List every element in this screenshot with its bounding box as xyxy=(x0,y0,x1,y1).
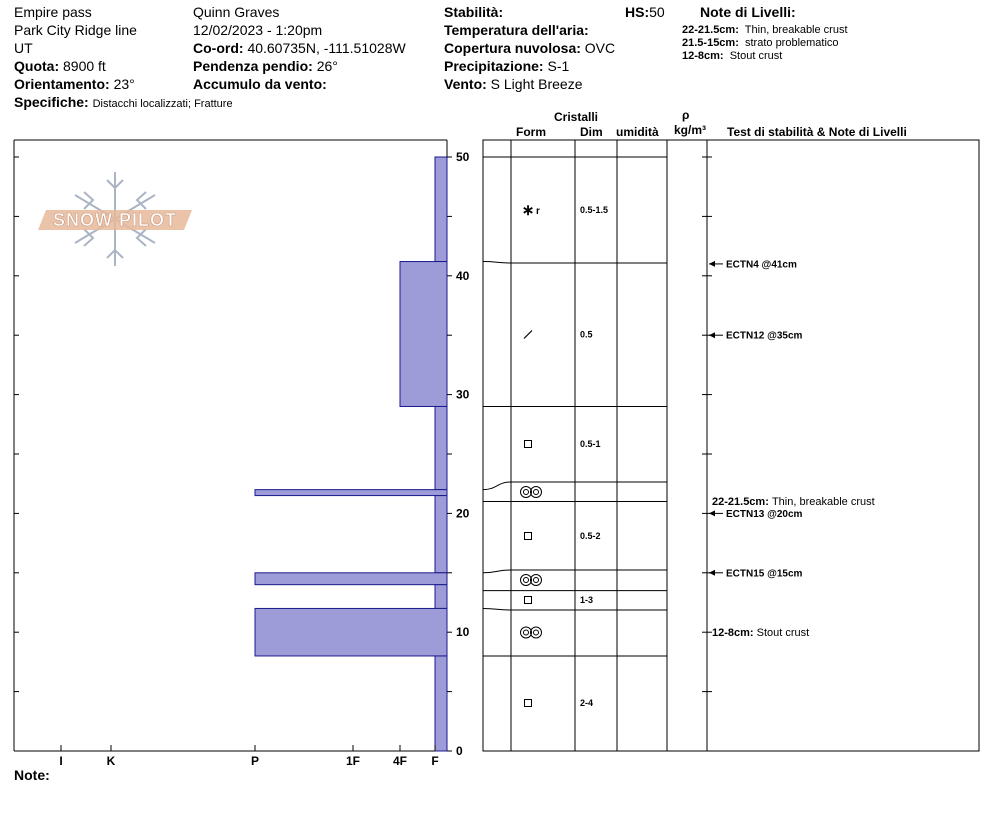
datetime: 12/02/2023 - 1:20pm xyxy=(193,22,323,38)
vento-label: Vento: xyxy=(444,76,487,92)
state-name: UT xyxy=(14,40,33,56)
hs-label: HS: xyxy=(625,4,650,20)
test-arrow-head xyxy=(709,570,715,576)
stability-test-label: ECTN15 @15cm xyxy=(726,568,803,580)
melt-freeze-icon xyxy=(531,487,542,498)
pendenza-value: 26° xyxy=(316,58,338,74)
accumulo-label: Accumulo da vento: xyxy=(193,76,327,92)
precip-label: Precipitazione: xyxy=(444,58,544,74)
hardness-bars xyxy=(255,157,447,751)
grain-size-label: 1-3 xyxy=(580,595,594,605)
melt-freeze-icon-inner xyxy=(524,490,529,495)
faceted-grain-icon xyxy=(525,597,532,604)
note-livelli-range: 22-21.5cm: xyxy=(682,24,739,36)
hardness-bar xyxy=(435,656,447,751)
y-tick-label: 30 xyxy=(456,387,470,402)
temp-label: Temperatura dell'aria: xyxy=(444,22,589,38)
melt-freeze-icon xyxy=(531,575,542,586)
observer-name: Quinn Graves xyxy=(193,4,280,20)
precip-value: S-1 xyxy=(547,58,570,74)
logo-text: SNOW PILOT xyxy=(53,210,177,230)
y-tick-label: 40 xyxy=(456,268,470,283)
coord-value: 40.60735N, -111.51028W xyxy=(247,40,406,56)
melt-freeze-icon-inner xyxy=(534,630,539,635)
rimed-marker: r xyxy=(536,206,540,217)
nuvol-value: OVC xyxy=(584,40,616,56)
melt-freeze-icon-inner xyxy=(524,578,529,583)
melt-freeze-icon xyxy=(521,575,532,586)
test-arrow-head xyxy=(709,261,715,267)
layer-boundary-connector xyxy=(483,262,511,263)
layer-content xyxy=(483,157,875,708)
orient-value: 23° xyxy=(113,76,135,92)
layer-note-range: 12-8cm: xyxy=(712,627,757,640)
melt-freeze-icon xyxy=(531,627,542,638)
stability-test-label: ECTN4 @41cm xyxy=(726,259,797,271)
col-dim: Dim xyxy=(580,125,603,139)
hardness-axis xyxy=(14,150,470,768)
layer-boundary-connector xyxy=(483,608,511,610)
y-tick-label: 10 xyxy=(456,625,470,640)
orient-label: Orientamento: xyxy=(14,76,110,92)
hardness-bar xyxy=(400,262,447,407)
col-density-unit: kg/m³ xyxy=(674,123,707,137)
table-border xyxy=(483,140,979,751)
note-label: Note: xyxy=(14,767,50,783)
grain-size-label: 0.5-1.5 xyxy=(580,205,609,215)
hardness-tick-label: 4F xyxy=(392,754,408,768)
hardness-tick-label: P xyxy=(250,754,260,768)
faceted-grain-icon xyxy=(525,533,532,540)
melt-freeze-icon xyxy=(521,627,532,638)
layer-note xyxy=(712,627,809,639)
quota-value: 8900 ft xyxy=(63,58,106,74)
note-livelli-text: strato problematico xyxy=(745,37,839,49)
hardness-tick-label: K xyxy=(106,754,116,768)
note-livelli-range: 21.5-15cm: xyxy=(682,37,739,49)
layer-boundary-connector xyxy=(483,482,511,490)
new-snow-icon: ∗ xyxy=(521,202,535,219)
col-rho: ρ xyxy=(682,108,690,122)
coord-label: Co-ord: xyxy=(193,40,244,56)
hardness-plot-frame xyxy=(14,140,447,751)
y-tick-label: 20 xyxy=(456,506,470,521)
melt-freeze-icon-inner xyxy=(534,578,539,583)
vento-value: S Light Breeze xyxy=(490,76,583,92)
melt-freeze-icon-inner xyxy=(534,490,539,495)
hardness-bar xyxy=(255,490,447,496)
y-tick-label: 0 xyxy=(456,744,463,758)
faceted-grain-icon xyxy=(525,441,532,448)
area-name: Park City Ridge line xyxy=(14,22,137,38)
grain-size-label: 0.5 xyxy=(580,329,593,340)
layer-boundary-connector xyxy=(483,570,511,573)
note-livelli-title: Note di Livelli: xyxy=(700,4,796,20)
stability-test-label: ECTN13 @20cm xyxy=(726,508,803,520)
hardness-bar xyxy=(435,406,447,489)
note-livelli-text: Stout crust xyxy=(729,50,783,62)
hardness-bar xyxy=(435,496,447,573)
hardness-bar xyxy=(255,573,447,585)
layer-note xyxy=(712,496,875,508)
grain-size-label: 0.5-2 xyxy=(580,531,601,541)
grain-size-label: 2-4 xyxy=(580,698,594,708)
layer-table xyxy=(483,140,979,751)
location-name: Empire pass xyxy=(14,4,92,20)
layer-note-text: Thin, breakable crust xyxy=(771,496,875,508)
hardness-bar xyxy=(255,608,447,656)
test-arrow-head xyxy=(709,510,715,516)
specifiche-value: Distacchi localizzati; Fratture xyxy=(92,98,233,110)
col-cristalli: Cristalli xyxy=(554,110,599,124)
hardness-bar xyxy=(435,585,447,609)
decomposing-grain-icon xyxy=(524,331,532,339)
hs-value: 50 xyxy=(649,4,665,20)
layer-note-range: 22-21.5cm: xyxy=(712,496,772,508)
grain-size-label: 0.5-1 xyxy=(580,439,601,449)
specifiche-label: Specifiche: xyxy=(14,94,89,110)
y-tick-label: 50 xyxy=(456,150,470,164)
faceted-grain-icon xyxy=(525,700,532,707)
test-arrow-head xyxy=(709,332,715,338)
col-umidita: umidità xyxy=(616,125,659,139)
quota-label: Quota: xyxy=(14,58,60,74)
hardness-tick-label: I xyxy=(59,754,63,768)
snowpilot-logo xyxy=(38,172,192,266)
col-tests: Test di stabilità & Note di Livelli xyxy=(727,125,907,139)
col-form: Form xyxy=(516,125,546,139)
note-livelli-range: 12-8cm: xyxy=(682,50,724,62)
melt-freeze-icon-inner xyxy=(524,630,529,635)
nuvol-label: Copertura nuvolosa: xyxy=(444,40,581,56)
melt-freeze-icon xyxy=(521,487,532,498)
hardness-tick-label: F xyxy=(431,754,439,768)
note-livelli-text: Thin, breakable crust xyxy=(744,24,848,36)
stability-test-label: ECTN12 @35cm xyxy=(726,330,803,342)
hardness-bar xyxy=(435,157,447,262)
pendenza-label: Pendenza pendio: xyxy=(193,58,313,74)
hardness-tick-label: 1F xyxy=(345,754,361,768)
layer-note-text: Stout crust xyxy=(756,627,810,640)
stabilita-label: Stabilità: xyxy=(444,4,504,20)
